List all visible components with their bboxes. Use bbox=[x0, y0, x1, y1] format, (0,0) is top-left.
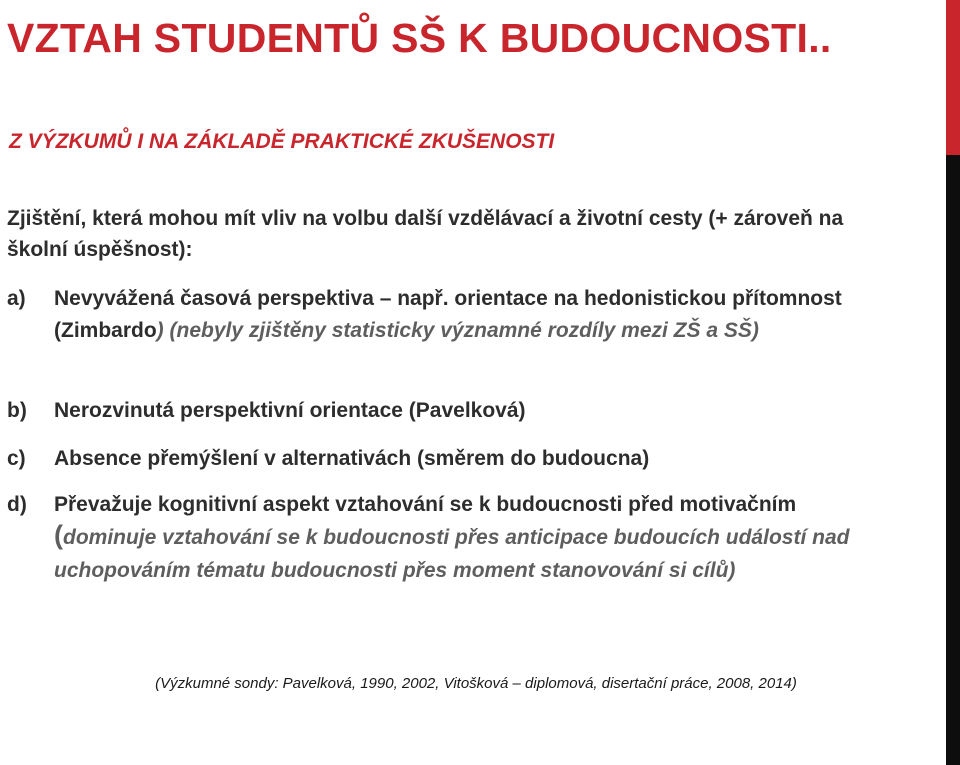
list-marker: d) bbox=[7, 493, 27, 516]
list-marker: b) bbox=[7, 399, 27, 422]
list-item-text: Absence přemýšlení v alternativách (směrem do budoucna) bbox=[54, 447, 650, 470]
list-item-a bbox=[7, 283, 867, 347]
accent-sidebar-dark bbox=[946, 155, 960, 765]
list-item-b bbox=[7, 395, 867, 426]
list-marker: c) bbox=[7, 447, 26, 470]
list-item-body bbox=[54, 488, 867, 587]
list-item-note: dominuje vztahování se k budoucnosti přes anticipace budoucích událostí nad uchopováním tématu budoucnosti přes moment stanovování si cílů) bbox=[54, 526, 850, 582]
intro-paragraph: Zjištění, která mohou mít vliv na volbu další vzdělávací a životní cesty (+ zároveň na školní úspěšnost): bbox=[7, 207, 844, 261]
list-item-c bbox=[7, 443, 867, 474]
source-footnote: (Výzkumné sondy: Pavelková, 1990, 2002, Vitošková – diplomová, disertační práce, 2008, 2014) bbox=[155, 675, 797, 692]
list-item-paren: ( bbox=[54, 520, 63, 550]
accent-sidebar bbox=[946, 0, 960, 765]
list-item-body bbox=[54, 283, 867, 347]
slide-subtitle: Z VÝZKUMŮ I NA ZÁKLADĚ PRAKTICKÉ ZKUŠENOSTI bbox=[9, 130, 555, 153]
list-item-d bbox=[7, 488, 867, 587]
list-item-body bbox=[54, 395, 867, 426]
list-item-note: ) (nebyly zjištěny statisticky významné rozdíly mezi ZŠ a SŠ) bbox=[156, 319, 759, 342]
list-item-body bbox=[54, 443, 867, 474]
slide-title: VZTAH STUDENTŮ SŠ K BUDOUCNOSTI.. bbox=[7, 15, 832, 61]
list-item-text: Nerozvinutá perspektivní orientace (Pavelková) bbox=[54, 399, 526, 422]
list-item-text: Nevyvážená časová perspektiva – např. orientace na hedonistickou přítomnost (Zimbardo bbox=[54, 287, 842, 342]
list-item-text: Převažuje kognitivní aspekt vztahování se k budoucnosti před motivačním bbox=[54, 493, 797, 516]
list-marker: a) bbox=[7, 287, 26, 310]
